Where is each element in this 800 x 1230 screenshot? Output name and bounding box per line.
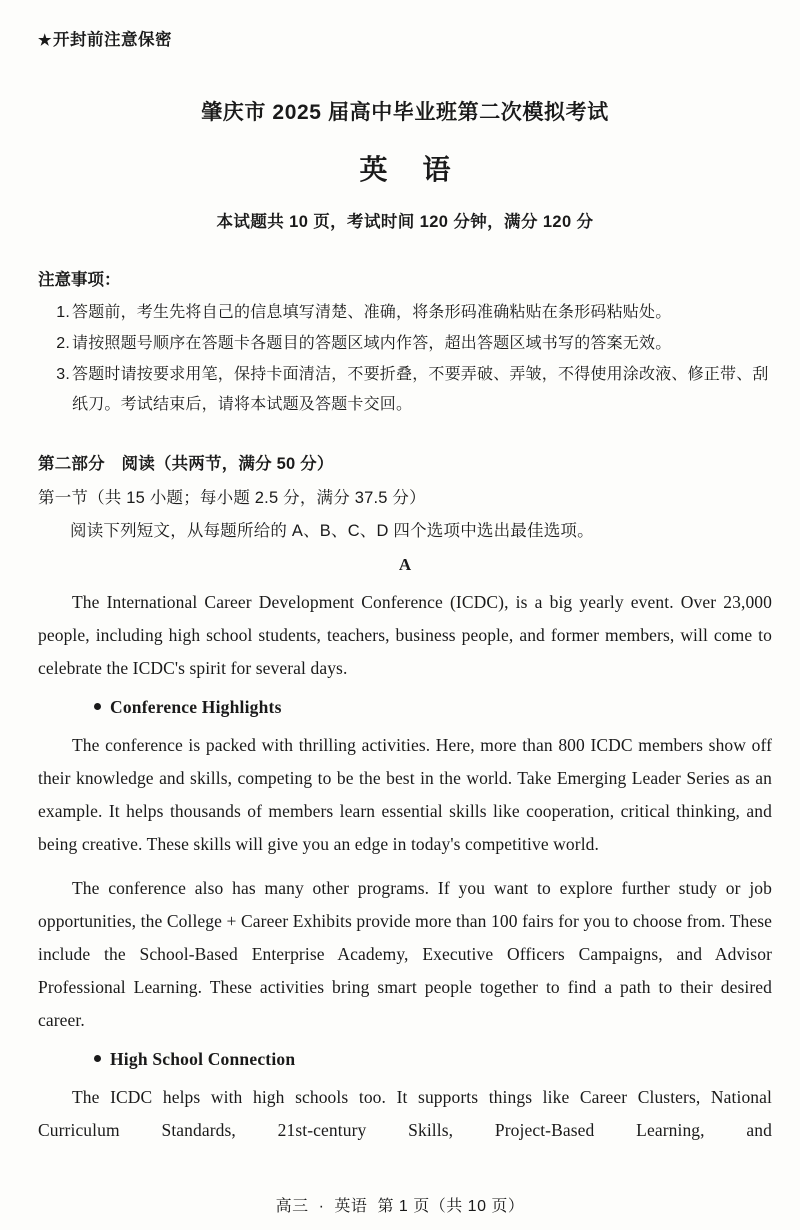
list-item-number: 2. [56, 335, 70, 352]
footer-page-number: 第 1 页（共 10 页） [377, 1198, 525, 1215]
star-icon: ★ [38, 32, 52, 49]
passage-intro-paragraph: The International Career Development Conference (ICDC), is a big yearly event. Over 23,000 people, including high school students, teachers, business people, and former members, will come to celebrate the ICDC's spirit for several days. [38, 592, 772, 678]
list-item-text: 请按照题号顺序在答题卡各题目的答题区域内作答，超出答题区域书写的答案无效。 [72, 335, 672, 352]
passage-section-heading-2 [38, 1049, 772, 1070]
list-item [56, 298, 772, 328]
part-heading: 第二部分 阅读（共两节，满分 50 分） [38, 455, 334, 473]
passage-label: A [398, 555, 412, 574]
list-item-number: 3. [56, 366, 70, 383]
page-title: 肇庆市 2025 届高中毕业班第二次模拟考试 [201, 101, 609, 124]
page-footer [0, 1193, 800, 1216]
bullet-icon [94, 1055, 101, 1062]
passage-section-heading-2-text: High School Connection [110, 1049, 296, 1069]
list-item-text: 答题时请按要求用笔，保持卡面清洁，不要折叠，不要弄破、弄皱，不得使用涂改液、修正带、刮纸刀。考试结束后，请将本试题及答题卡交回。 [72, 366, 769, 413]
passage-paragraph: The conference also has many other programs. If you want to explore further study or job opportunities, the College + Career Exhibits provide more than 100 fairs for you to choose from. These include the School-Based Enterprise Academy, Executive Officers Campaigns, and Advisor Professional Learning. These activities bring smart people together to find a path to their desired career. [38, 878, 772, 1030]
page-content [38, 0, 772, 1147]
passage-paragraph: The conference is packed with thrilling activities. Here, more than 800 ICDC members show off their knowledge and skills, competing to be the best in the world. Take Emerging Leader Series as an example. It helps thousands of members learn essential skills like cooperation, critical thinking, and being creative. These skills will give you an edge in today's competitive world. [38, 735, 772, 854]
exam-subtitle: 本试题共 10 页，考试时间 120 分钟，满分 120 分 [216, 213, 594, 231]
list-item [56, 360, 772, 420]
footer-grade: 高三 [275, 1198, 309, 1215]
footer-subject: 英语 [334, 1198, 368, 1215]
secrecy-notice [38, 26, 772, 50]
list-item-text: 答题前，考生先将自己的信息填写清楚、准确，将条形码准确粘贴在条形码粘贴处。 [72, 304, 672, 321]
footer-dot: · [318, 1198, 325, 1215]
list-item-number: 1. [56, 304, 70, 321]
passage-section-heading-1-text: Conference Highlights [110, 697, 282, 717]
passage-section-heading-1 [38, 697, 772, 718]
section-heading: 第一节（共 15 小题；每小题 2.5 分，满分 37.5 分） [38, 489, 426, 507]
notice-list [38, 298, 772, 420]
subject-title: 英 语 [359, 155, 465, 186]
bullet-icon [94, 703, 101, 710]
secrecy-notice-text: 开封前注意保密 [52, 31, 172, 49]
passage-paragraph: The ICDC helps with high schools too. It supports things like Career Clusters, National Curriculum Standards, 21st-century Skills, Project-Based Learning, and [38, 1087, 772, 1140]
notice-heading: 注意事项： [38, 271, 121, 289]
list-item [56, 329, 772, 359]
section-instruction: 阅读下列短文，从每题所给的 A、B、C、D 四个选项中选出最佳选项。 [70, 522, 594, 540]
